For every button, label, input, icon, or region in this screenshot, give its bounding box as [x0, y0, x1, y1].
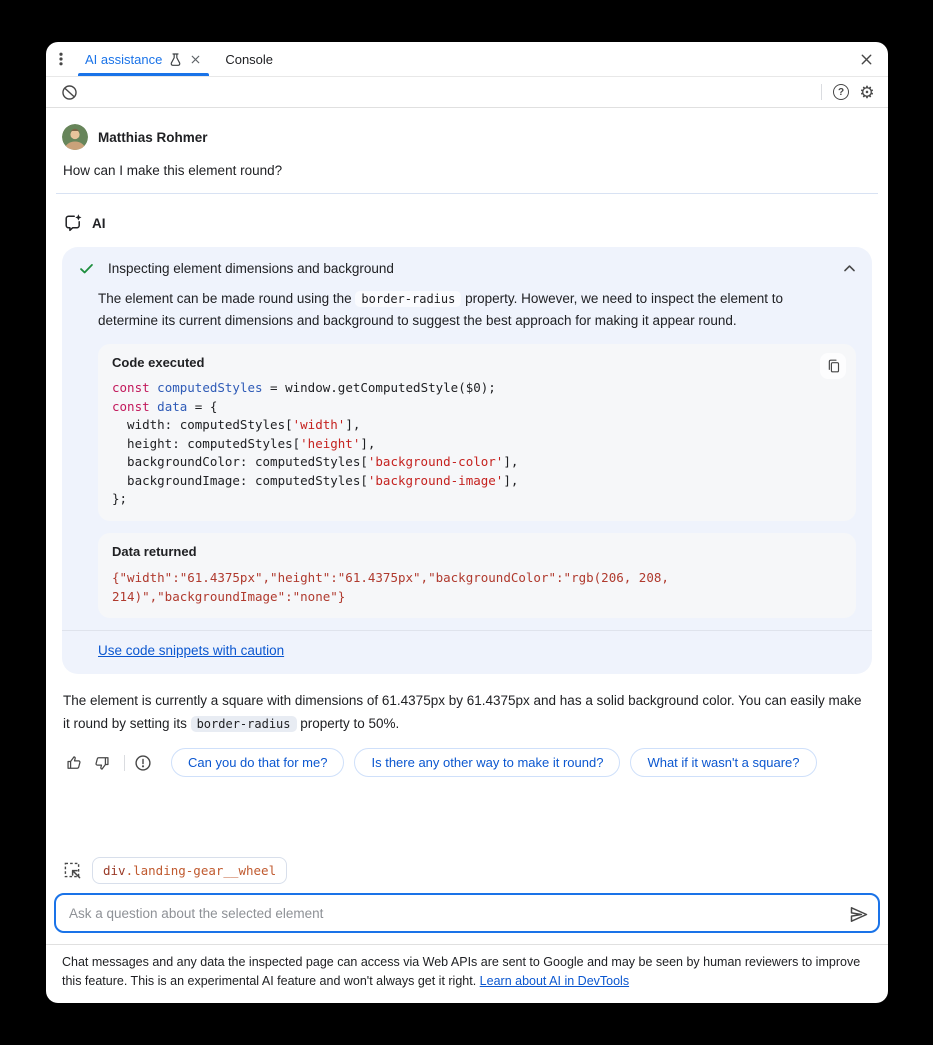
disclaimer-footer — [46, 944, 888, 1003]
thumbs-down-button[interactable] — [90, 751, 114, 775]
more-tools-menu-button[interactable] — [46, 42, 76, 76]
settings-button[interactable] — [854, 79, 880, 105]
user-name: Matthias Rohmer — [98, 129, 208, 145]
inline-code-border-radius: border-radius — [355, 291, 461, 307]
step-header[interactable] — [62, 247, 872, 286]
answer-text-pre: The element is currently a square with dimensions of 61.4375px by 61.4375px and has a solid background color. You can easily make it round by setting its — [63, 692, 862, 731]
step-text-pre: The element can be made round using the — [98, 291, 356, 306]
learn-about-ai-link[interactable]: Learn about AI in DevTools — [479, 974, 630, 988]
data-returned-json: {"width":"61.4375px","height":"61.4375px","backgroundColor":"rgb(206, 208, 214)","backgroundImage":"none"} — [112, 569, 677, 604]
executed-code-block: const computedStyles = window.getComputedStyle($0); const data = { width: computedStyles['width'], height: computedStyles['height'], backgroundColor: computedStyles['background-color'], backgroundImage: computedStyles['background-image'], }; — [112, 380, 519, 506]
vertical-dots-icon — [53, 51, 69, 67]
suggestion-chip[interactable]: Is there any other way to make it round? — [354, 748, 620, 777]
thumbs-down-icon — [93, 754, 111, 772]
user-message-header — [62, 124, 872, 150]
report-button[interactable] — [131, 751, 155, 775]
gear-icon: ⚙ — [859, 82, 875, 102]
chat-area — [46, 108, 888, 847]
disclaimer-text: Chat messages and any data the inspected page can access via Web APIs are sent to Google and may be seen by human reviewers to improve this feature. This is an experimental AI feature and won't always get it right. — [62, 955, 861, 988]
step-title: Inspecting element dimensions and background — [108, 261, 394, 276]
data-returned-card — [98, 533, 856, 618]
user-message: How can I make this element round? — [63, 163, 283, 178]
panel-toolbar — [46, 77, 888, 108]
report-icon — [134, 754, 152, 772]
ai-sparkle-bubble-icon — [63, 213, 83, 233]
avatar — [62, 124, 88, 150]
suggestion-chips — [171, 748, 872, 777]
chat-input[interactable] — [54, 893, 880, 933]
help-button[interactable] — [828, 79, 854, 105]
check-icon — [78, 260, 95, 277]
send-button[interactable] — [846, 902, 870, 926]
experiment-flask-icon — [168, 52, 183, 67]
code-executed-card — [98, 344, 856, 521]
selected-element-chip[interactable] — [92, 857, 287, 884]
code-executed-title: Code executed — [112, 355, 205, 370]
copy-code-button[interactable] — [820, 353, 846, 379]
tab-console[interactable] — [211, 42, 287, 76]
tab-ai-assistance-label: AI assistance — [85, 51, 163, 67]
close-tab-icon[interactable] — [189, 53, 202, 66]
block-icon — [61, 84, 78, 101]
tab-console-label: Console — [225, 51, 274, 67]
close-icon — [859, 52, 874, 67]
help-icon: ? — [833, 84, 849, 100]
caution-row — [62, 630, 872, 670]
copy-icon — [826, 358, 841, 374]
code-caution-link[interactable]: Use code snippets with caution — [98, 642, 285, 658]
send-icon — [848, 904, 869, 925]
composer — [46, 847, 888, 944]
inspect-icon — [63, 861, 83, 881]
data-returned-title: Data returned — [112, 543, 197, 559]
thumbs-up-icon — [65, 754, 83, 772]
element-tag: div — [103, 863, 126, 878]
chevron-up-icon[interactable] — [841, 260, 858, 277]
step-explanation — [98, 288, 828, 331]
ai-message-header — [63, 213, 872, 233]
feedback-row — [62, 747, 872, 779]
close-devtools-button[interactable] — [844, 42, 888, 76]
feedback-divider — [124, 755, 125, 771]
answer-text-post: property to 50%. — [296, 715, 400, 731]
clear-chat-button[interactable] — [56, 79, 82, 105]
suggestion-chip[interactable]: Can you do that for me? — [171, 748, 344, 777]
tab-bar — [46, 42, 888, 77]
step-text-post: property. However, we need to inspect the element to determine its current dimensions and background to suggest the best approach for making it appear round. — [98, 291, 784, 328]
ai-reasoning-card — [62, 247, 872, 674]
tabbar-spacer — [287, 42, 844, 76]
ai-answer — [63, 689, 871, 736]
message-divider — [56, 193, 878, 194]
thumbs-up-button[interactable] — [62, 751, 86, 775]
ai-label: AI — [92, 215, 106, 231]
tab-ai-assistance[interactable] — [76, 42, 211, 76]
inline-code-border-radius-2: border-radius — [191, 716, 297, 732]
selected-element-row — [63, 857, 882, 884]
chat-input-wrap — [54, 893, 880, 933]
toolbar-divider — [821, 84, 822, 100]
inspect-element-button[interactable] — [63, 861, 83, 881]
suggestion-chip[interactable]: What if it wasn't a square? — [630, 748, 816, 777]
element-class: .landing-gear__wheel — [125, 863, 277, 878]
devtools-ai-assistance-panel — [46, 42, 888, 1003]
